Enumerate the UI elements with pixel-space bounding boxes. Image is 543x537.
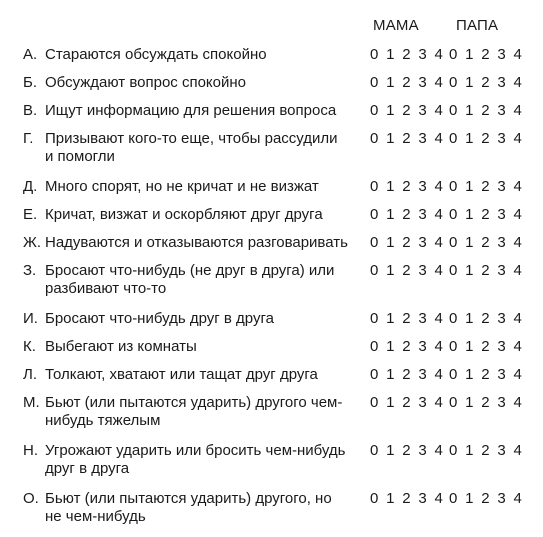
rating-scale-mama: 0 1 2 3 4 bbox=[370, 74, 445, 91]
column-header bbox=[0, 17, 543, 37]
question-text: Много спорят, но не кричат и не визжат bbox=[45, 178, 319, 195]
rating-scale-papa: 0 1 2 3 4 bbox=[449, 490, 524, 507]
rating-scale-papa: 0 1 2 3 4 bbox=[449, 178, 524, 195]
question-text: Бьют (или пытаются ударить) другого чем- нибудь тяжелым bbox=[45, 394, 343, 429]
question-list bbox=[0, 45, 543, 537]
rating-scale-papa: 0 1 2 3 4 bbox=[449, 394, 524, 411]
question-row bbox=[0, 393, 543, 441]
question-letter: Н. bbox=[23, 442, 38, 459]
rating-scale-papa: 0 1 2 3 4 bbox=[449, 338, 524, 355]
rating-scale-papa: 0 1 2 3 4 bbox=[449, 442, 524, 459]
question-letter: М. bbox=[23, 394, 40, 411]
question-text: Кричат, визжат и оскорбляют друг друга bbox=[45, 206, 323, 223]
rating-scale-mama: 0 1 2 3 4 bbox=[370, 262, 445, 279]
question-row bbox=[0, 129, 543, 177]
question-letter: А. bbox=[23, 46, 38, 63]
question-text: Выбегают из комнаты bbox=[45, 338, 197, 355]
rating-scale-mama: 0 1 2 3 4 bbox=[370, 234, 445, 251]
question-text: Призывают кого-то еще, чтобы рассудили и помогли bbox=[45, 130, 338, 165]
question-letter: Г. bbox=[23, 130, 34, 147]
question-text: Толкают, хватают или тащат друг друга bbox=[45, 366, 318, 383]
rating-scale-mama: 0 1 2 3 4 bbox=[370, 442, 445, 459]
rating-scale-papa: 0 1 2 3 4 bbox=[449, 310, 524, 327]
question-row bbox=[0, 101, 543, 129]
rating-scale-papa: 0 1 2 3 4 bbox=[449, 206, 524, 223]
rating-scale-mama: 0 1 2 3 4 bbox=[370, 394, 445, 411]
question-row bbox=[0, 309, 543, 337]
rating-scale-papa: 0 1 2 3 4 bbox=[449, 366, 524, 383]
question-text: Стараются обсуждать спокойно bbox=[45, 46, 267, 63]
rating-scale-papa: 0 1 2 3 4 bbox=[449, 130, 524, 147]
question-text: Бросают что-нибудь друг в друга bbox=[45, 310, 274, 327]
rating-scale-mama: 0 1 2 3 4 bbox=[370, 366, 445, 383]
rating-scale-mama: 0 1 2 3 4 bbox=[370, 102, 445, 119]
question-letter: Б. bbox=[23, 74, 38, 91]
question-row bbox=[0, 365, 543, 393]
question-text: Бьют (или пытаются ударить) другого, но не чем-нибудь bbox=[45, 490, 332, 525]
question-row bbox=[0, 73, 543, 101]
question-row bbox=[0, 205, 543, 233]
rating-scale-papa: 0 1 2 3 4 bbox=[449, 46, 524, 63]
question-letter: О. bbox=[23, 490, 39, 507]
question-text: Угрожают ударить или бросить чем-нибудь друг в друга bbox=[45, 442, 346, 477]
rating-scale-mama: 0 1 2 3 4 bbox=[370, 490, 445, 507]
question-letter: Л. bbox=[23, 366, 38, 383]
rating-scale-papa: 0 1 2 3 4 bbox=[449, 74, 524, 91]
question-text: Бросают что-нибудь (не друг в друга) или разбивают что-то bbox=[45, 262, 335, 297]
rating-scale-mama: 0 1 2 3 4 bbox=[370, 178, 445, 195]
rating-scale-papa: 0 1 2 3 4 bbox=[449, 234, 524, 251]
question-letter: Д. bbox=[23, 178, 38, 195]
question-text: Ищут информацию для решения вопроса bbox=[45, 102, 337, 119]
question-row bbox=[0, 489, 543, 537]
question-text: Надуваются и отказываются разговаривать bbox=[45, 234, 348, 251]
rating-scale-mama: 0 1 2 3 4 bbox=[370, 310, 445, 327]
question-row bbox=[0, 45, 543, 73]
question-letter: Е. bbox=[23, 206, 38, 223]
question-letter: З. bbox=[23, 262, 37, 279]
question-row bbox=[0, 337, 543, 365]
rating-scale-mama: 0 1 2 3 4 bbox=[370, 46, 445, 63]
question-row bbox=[0, 233, 543, 261]
question-letter: В. bbox=[23, 102, 38, 119]
question-text: Обсуждают вопрос спокойно bbox=[45, 74, 247, 91]
rating-scale-papa: 0 1 2 3 4 bbox=[449, 262, 524, 279]
question-row bbox=[0, 441, 543, 489]
question-letter: И. bbox=[23, 310, 38, 327]
question-row bbox=[0, 177, 543, 205]
rating-scale-mama: 0 1 2 3 4 bbox=[370, 338, 445, 355]
question-letter: Ж. bbox=[23, 234, 42, 251]
column-header-papa: ПАПА bbox=[456, 17, 499, 34]
column-header-mama: МАМА bbox=[373, 17, 419, 34]
question-row bbox=[0, 261, 543, 309]
question-letter: К. bbox=[23, 338, 36, 355]
rating-scale-mama: 0 1 2 3 4 bbox=[370, 206, 445, 223]
rating-scale-mama: 0 1 2 3 4 bbox=[370, 130, 445, 147]
rating-scale-papa: 0 1 2 3 4 bbox=[449, 102, 524, 119]
